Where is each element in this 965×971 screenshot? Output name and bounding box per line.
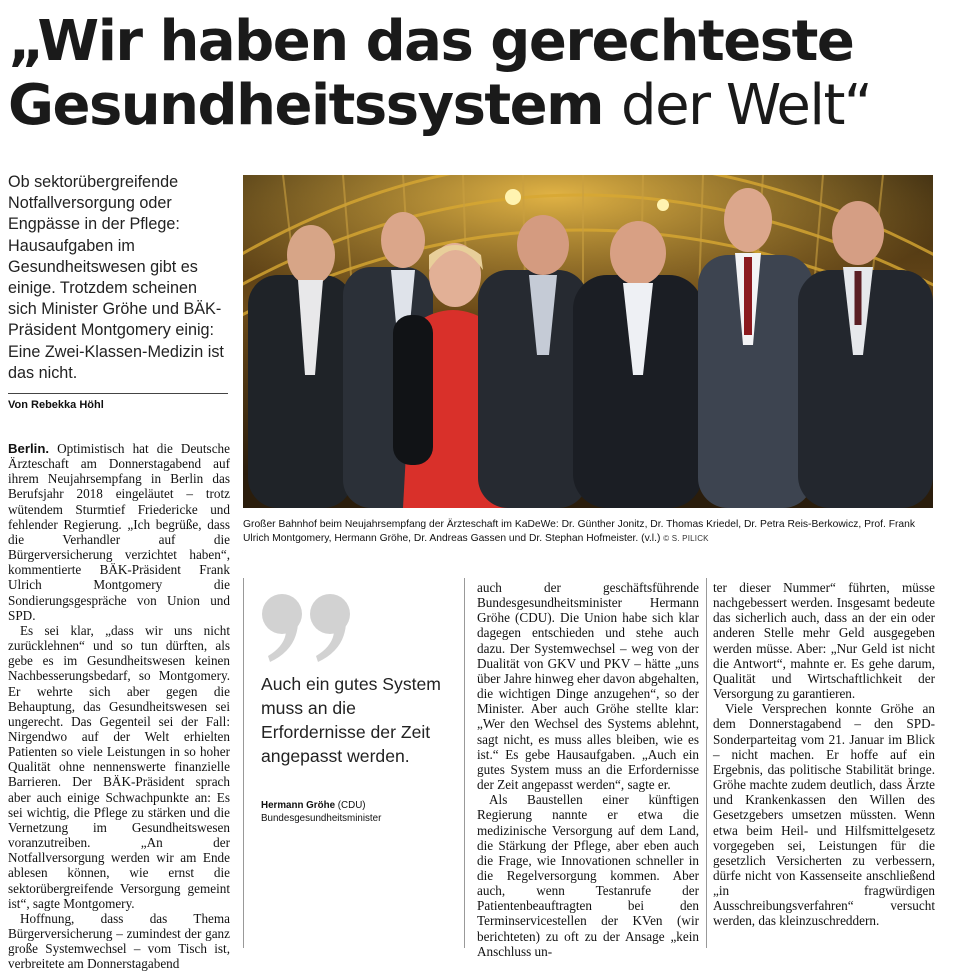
article-paragraph: Als Baustellen einer künftigen Regierung nannte er etwa die medizinische Versorgung auf dem Land, die Stärkung der Pflege, aber eben auch die Frage, wie Innovationen schneller in die Regelversorgung kommen. Aber auch, wenn Testanrufe der Patientenbeauftragten bei den Terminservicestellen der KVen (wir berichteten) zu oft zu der Ansage „kein Anschluss un- — [477, 792, 699, 959]
pullquote-author-name: Hermann Gröhe — [261, 800, 336, 811]
article-column-1 — [8, 441, 230, 971]
article-paragraph — [8, 441, 230, 623]
article-column-2 — [477, 580, 699, 959]
event-photo-image — [243, 175, 933, 508]
article-paragraph: Hoffnung, dass das Thema Bürgerversicherung – zumindest der ganz große Systemwechsel – vom Tisch ist, verbreitete am Donnerstagabend — [8, 910, 230, 971]
pullquote-author-role: Bundesgesundheitsminister — [261, 813, 382, 824]
event-photo — [243, 175, 933, 508]
photo-caption-text: Großer Bahnhof beim Neujahrsempfang der Ärzteschaft im KaDeWe: Dr. Günther Jonitz, Dr. Thomas Kriedel, Dr. Petra Reis-Berkowicz, Prof. Frank Ulrich Montgomery, Hermann Gröhe, Dr. Andreas Gassen und Dr. Stephan Hofmeister. (v.l.) — [243, 519, 916, 544]
pullquote-text: Auch ein gutes System muss an die Erfordernisse der Zeit angepasst werden. — [261, 674, 441, 766]
headline — [8, 10, 958, 138]
dateline: Berlin. — [8, 441, 50, 456]
pullquote-author-party: (CDU) — [337, 800, 366, 811]
quote-mark-icon — [258, 586, 358, 666]
pullquote-author — [261, 799, 461, 825]
article-column-3 — [713, 580, 935, 929]
article-paragraph: Viele Versprechen konnte Gröhe an dem Donnerstagabend – den SPD-Sonderparteitag vom 21. Januar im Blick – nicht machen. Er hoffe auf ein Ergebnis, das politische Stabilität bringe. Gröhe machte zudem deutlich, dass Ärzte und Krankenkassen den Willen des Gesetzgebers umsetzen müssten. Wenn etwa beim Heil- und Hilfsmittelgesetz vorgegeben sei, Leistungen für die gesetzlich Versicherten zu verbessern, dürfe nicht von Kassenseite anschließend „in fragwürdigen Ausschreibungsverfahren“ versucht werden, das kleinzuschreddern. — [713, 701, 935, 929]
teaser-rule — [8, 393, 228, 394]
article-paragraph: ter dieser Nummer“ führten, müsse nachgebessert werden. Insgesamt bedeute das sicherlich auch, dass an der ein oder anderen Stelle mehr Geld ausgegeben werden müsse. Aber: „Nur Geld ist nicht die Antwort“, mahnte er. Es gehe darum, Qualität und Wirtschaftlichkeit der Versorgung zu garantieren. — [713, 580, 935, 702]
column-divider — [706, 578, 707, 948]
photo-credit: © S. PILICK — [663, 534, 709, 543]
article-paragraph: Es sei klar, „dass wir uns nicht zurücklehnen“ und so tun dürften, als gebe es im Gesundheitswesen keinen Nachbesserungsbedarf, so Montgomery. Er wehrte sich aber gegen die Behauptung, das Gesundheitswesen sei ungerecht. Das Gegenteil sei der Fall: Nirgendwo auf der Welt erhielten Patienten so viele Leistungen in so hoher Qualität ohne nennenswerte finanzielle Barrieren. Der BÄK-Präsident sprach aber auch einige Schwachpunkte an: Es sei wichtig, die Pflege zu stärken und die Vernetzung im Gesundheitswesen voranzutreiben. „An der Notfallversorgung werden wir am Ende ablesen können, wie ernst die sektorübergreifende Versorgung gemeint ist“, sagte Montgomery. — [8, 622, 230, 911]
headline-light: der Welt“ — [621, 73, 872, 138]
teaser: Ob sektorübergreifende Notfallversorgung oder Engpässe in der Pflege: Hausaufgaben im Gesundheitswesen gibt es einige. Trotzdem scheinen sich Minister Gröhe und BÄK-Präsident Montgomery einig: Eine Zwei-Klassen-Medizin ist das nicht. — [8, 173, 224, 382]
headline-bold: „Wir haben das gerechteste Gesundheitssystem — [8, 9, 854, 138]
paragraph-text: Optimistisch hat die Deutsche Ärzteschaft am Donnerstagabend auf ihrem Neujahrsempfang in Berlin das Berufsjahr 2018 eingeläutet – trotz wütendem Sturmtief Friedericke und fehlender Regierung. „Ich begrüße, dass die Verhandler auf die Bürgerversicherung verzichtet haben“, kommentierte BÄK-Präsident Frank Ulrich Montgomery die Sondierungsgespräche von Union und SPD. — [8, 441, 230, 623]
column-divider — [243, 578, 244, 948]
column-divider — [464, 578, 465, 948]
byline: Von Rebekka Höhl — [8, 399, 104, 411]
photo-caption — [243, 518, 943, 546]
article-paragraph: auch der geschäftsführende Bundesgesundheitsminister Hermann Gröhe (CDU). Die Union habe sich klar dagegen entschieden und stehe auch dazu. Der Systemwechsel – weg von der Dualität von GKV und PKV – hätte „uns über Jahre hinweg eher davon abgehalten, die wichtigen Dinge anzugehen“, so der Minister. Aber auch Gröhe stellte klar: „Wer den Wechsel des Systems ablehnt, sagt nicht, es muss alles bleiben, wie es ist.“ Es gebe Hausaufgaben. „Auch ein gutes System muss an die Erfordernisse der Zeit angepasst werden“, sagte er. — [477, 580, 699, 793]
